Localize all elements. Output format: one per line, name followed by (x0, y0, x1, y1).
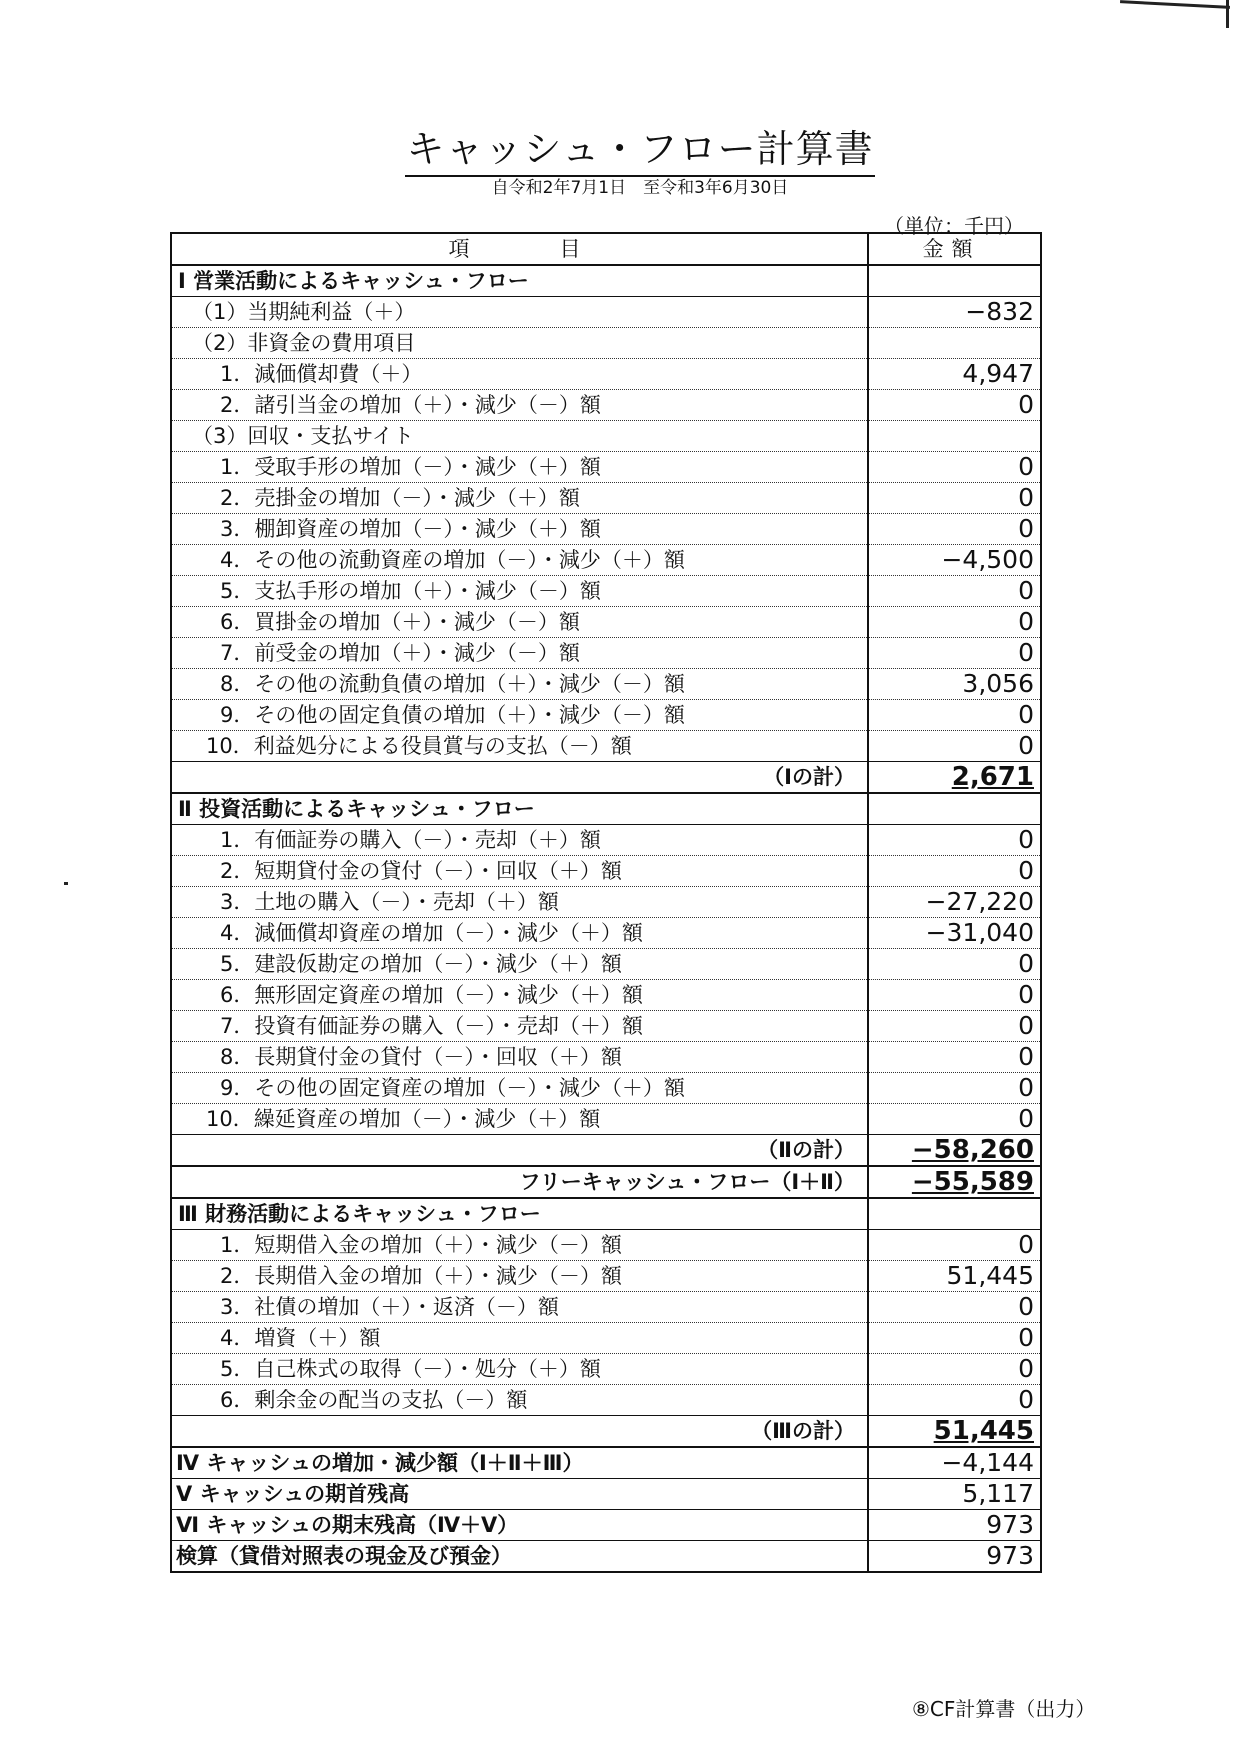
table-row (171, 545, 1041, 576)
row-label: 2．長期借入金の増加（＋）・減少（－）額 (171, 1261, 868, 1292)
table-row (171, 669, 1041, 700)
row-amount: 0 (868, 638, 1041, 669)
row-label: 10．繰延資産の増加（－）・減少（＋）額 (171, 1104, 868, 1135)
table-row (171, 1198, 1041, 1230)
table-row (171, 390, 1041, 421)
row-label: 9．その他の固定資産の増加（－）・減少（＋）額 (171, 1073, 868, 1104)
row-label: 3．社債の増加（＋）・返済（－）額 (171, 1292, 868, 1323)
table-row (171, 980, 1041, 1011)
table-row (171, 762, 1041, 794)
row-label: 1．減価償却費（＋） (171, 359, 868, 390)
row-amount: 0 (868, 1354, 1041, 1385)
table-row (171, 1510, 1041, 1541)
row-label: フリーキャッシュ・フロー（Ⅰ＋Ⅱ） (171, 1166, 868, 1198)
row-amount: 0 (868, 1011, 1041, 1042)
table-row (171, 576, 1041, 607)
header-amount: 金額 (868, 233, 1041, 265)
table-row (171, 1073, 1041, 1104)
row-amount: −832 (868, 297, 1041, 328)
table-row (171, 856, 1041, 887)
table-row (171, 700, 1041, 731)
table-row (171, 1261, 1041, 1292)
row-amount: 0 (868, 1292, 1041, 1323)
row-label: 1．有価証券の購入（－）・売却（＋）額 (171, 825, 868, 856)
row-label: 8．長期貸付金の貸付（－）・回収（＋）額 (171, 1042, 868, 1073)
row-amount: 0 (868, 1385, 1041, 1416)
table-row (171, 1135, 1041, 1167)
row-amount: −58,260 (868, 1135, 1041, 1167)
row-amount: 0 (868, 483, 1041, 514)
table-row (171, 731, 1041, 762)
row-label: 3．棚卸資産の増加（－）・減少（＋）額 (171, 514, 868, 545)
row-label: 2．売掛金の増加（－）・減少（＋）額 (171, 483, 868, 514)
table-row (171, 265, 1041, 297)
row-label: Ⅱ 投資活動によるキャッシュ・フロー (171, 793, 868, 825)
row-amount: 0 (868, 1042, 1041, 1073)
row-label: 4．減価償却資産の増加（－）・減少（＋）額 (171, 918, 868, 949)
table-row (171, 328, 1041, 359)
row-label: 9．その他の固定負債の増加（＋）・減少（－）額 (171, 700, 868, 731)
table-row (171, 1416, 1041, 1448)
table-row (171, 1166, 1041, 1198)
table-row (171, 1042, 1041, 1073)
row-amount: 0 (868, 731, 1041, 762)
row-amount: 0 (868, 514, 1041, 545)
table-row (171, 1230, 1041, 1261)
row-label: 検算（貸借対照表の現金及び預金） (171, 1541, 868, 1573)
row-amount (868, 1198, 1041, 1230)
row-amount: 2,671 (868, 762, 1041, 794)
table-row (171, 452, 1041, 483)
table-row (171, 421, 1041, 452)
row-label: 5．支払手形の増加（＋）・減少（－）額 (171, 576, 868, 607)
row-label: 4．その他の流動資産の増加（－）・減少（＋）額 (171, 545, 868, 576)
table-row (171, 1104, 1041, 1135)
table-row (171, 1385, 1041, 1416)
footer-label: ⑧CF計算書（出力） (912, 1697, 1096, 1721)
row-label: Ⅴ キャッシュの期首残高 (171, 1479, 868, 1510)
table-row (171, 483, 1041, 514)
table-header-row (171, 233, 1041, 265)
row-label: 6．買掛金の増加（＋）・減少（－）額 (171, 607, 868, 638)
row-amount: 3,056 (868, 669, 1041, 700)
scan-mark-top-right (1120, 0, 1230, 9)
row-label: 2．短期貸付金の貸付（－）・回収（＋）額 (171, 856, 868, 887)
row-amount: 0 (868, 1104, 1041, 1135)
row-label: （Ⅰの計） (171, 762, 868, 794)
row-amount: 0 (868, 576, 1041, 607)
row-label: Ⅳ キャッシュの増加・減少額（Ⅰ＋Ⅱ＋Ⅲ） (171, 1447, 868, 1479)
row-amount: 0 (868, 1073, 1041, 1104)
table-row (171, 1541, 1041, 1573)
table-row (171, 297, 1041, 328)
row-amount: −4,500 (868, 545, 1041, 576)
table-row (171, 1292, 1041, 1323)
row-label: 8．その他の流動負債の増加（＋）・減少（－）額 (171, 669, 868, 700)
table-row (171, 918, 1041, 949)
row-amount: 0 (868, 390, 1041, 421)
row-amount: 0 (868, 1323, 1041, 1354)
fiscal-period: 自令和2年7月1日 至令和3年6月30日 (491, 178, 789, 198)
table-row (171, 949, 1041, 980)
row-amount: 0 (868, 949, 1041, 980)
row-amount: 973 (868, 1541, 1041, 1573)
row-label: 7．投資有価証券の購入（－）・売却（＋）額 (171, 1011, 868, 1042)
row-amount: 5,117 (868, 1479, 1041, 1510)
row-amount: −27,220 (868, 887, 1041, 918)
row-amount (868, 793, 1041, 825)
row-label: Ⅵ キャッシュの期末残高（Ⅳ＋Ⅴ） (171, 1510, 868, 1541)
row-amount (868, 328, 1041, 359)
row-label: 2．諸引当金の増加（＋）・減少（－）額 (171, 390, 868, 421)
table-row (171, 514, 1041, 545)
row-label: Ⅲ 財務活動によるキャッシュ・フロー (171, 1198, 868, 1230)
table-row (171, 825, 1041, 856)
row-label: （Ⅲの計） (171, 1416, 868, 1448)
row-label: 1．受取手形の増加（－）・減少（＋）額 (171, 452, 868, 483)
document-title: キャッシュ・フロー計算書 (405, 118, 875, 177)
row-amount (868, 265, 1041, 297)
row-amount: 973 (868, 1510, 1041, 1541)
header-item: 項目 (171, 233, 868, 265)
table-row (171, 1479, 1041, 1510)
row-amount: 0 (868, 1230, 1041, 1261)
row-label: 6．剰余金の配当の支払（－）額 (171, 1385, 868, 1416)
cash-flow-table (170, 232, 1042, 1573)
row-label: （Ⅱの計） (171, 1135, 868, 1167)
table-row (171, 359, 1041, 390)
row-amount: 51,445 (868, 1416, 1041, 1448)
table-row (171, 638, 1041, 669)
scan-dot (64, 882, 68, 885)
unit-label: （単位：千円） (884, 214, 1024, 238)
row-amount: 0 (868, 856, 1041, 887)
row-amount: 0 (868, 700, 1041, 731)
row-label: Ⅰ 営業活動によるキャッシュ・フロー (171, 265, 868, 297)
row-label: （2）非資金の費用項目 (171, 328, 868, 359)
row-label: 6．無形固定資産の増加（－）・減少（＋）額 (171, 980, 868, 1011)
row-label: 5．自己株式の取得（－）・処分（＋）額 (171, 1354, 868, 1385)
row-amount: 0 (868, 980, 1041, 1011)
table-row (171, 1323, 1041, 1354)
scan-mark-right-edge (1226, 0, 1229, 28)
row-amount: −55,589 (868, 1166, 1041, 1198)
table-row (171, 1447, 1041, 1479)
row-label: （3）回収・支払サイト (171, 421, 868, 452)
row-amount: 0 (868, 607, 1041, 638)
row-label: 10．利益処分による役員賞与の支払（－）額 (171, 731, 868, 762)
row-label: 1．短期借入金の増加（＋）・減少（－）額 (171, 1230, 868, 1261)
row-amount: 0 (868, 825, 1041, 856)
row-amount: −31,040 (868, 918, 1041, 949)
row-label: 5．建設仮勘定の増加（－）・減少（＋）額 (171, 949, 868, 980)
table-row (171, 793, 1041, 825)
row-amount: −4,144 (868, 1447, 1041, 1479)
row-amount: 51,445 (868, 1261, 1041, 1292)
table-row (171, 607, 1041, 638)
row-amount: 4,947 (868, 359, 1041, 390)
table-row (171, 1011, 1041, 1042)
row-label: 4．増資（＋）額 (171, 1323, 868, 1354)
row-label: （1）当期純利益（＋） (171, 297, 868, 328)
row-amount: 0 (868, 452, 1041, 483)
table-row (171, 887, 1041, 918)
row-label: 3．土地の購入（－）・売却（＋）額 (171, 887, 868, 918)
row-label: 7．前受金の増加（＋）・減少（－）額 (171, 638, 868, 669)
table-row (171, 1354, 1041, 1385)
row-amount (868, 421, 1041, 452)
